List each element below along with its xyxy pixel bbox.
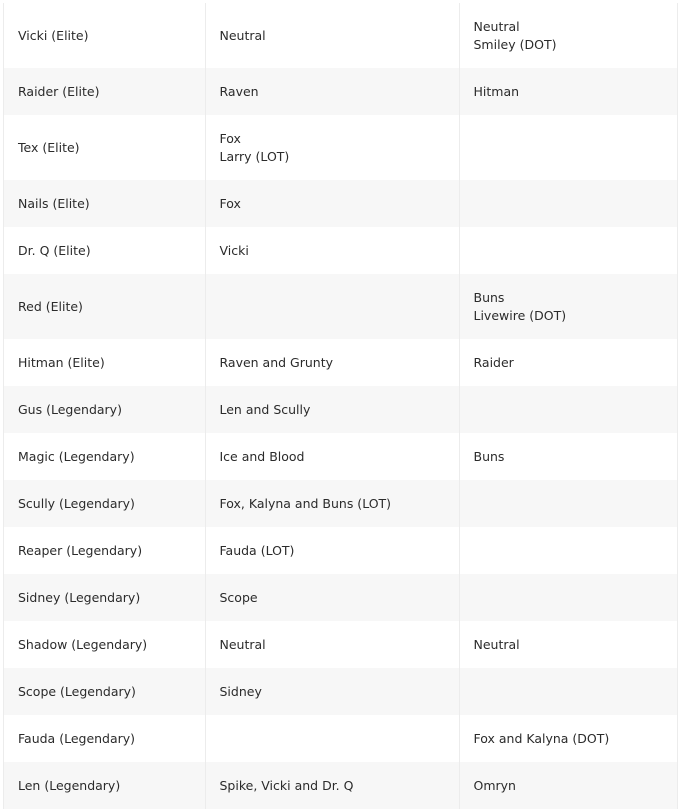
cell-line: Fox, Kalyna and Buns (LOT) (219, 495, 392, 511)
second-cell (205, 621, 459, 668)
table-row (4, 115, 677, 180)
table-row (4, 574, 677, 621)
cell-line: Livewire (DOT) (473, 307, 567, 323)
cell-line: Ice and Blood (219, 448, 305, 464)
third-cell (459, 386, 677, 433)
cell-line: Omryn (473, 777, 516, 793)
second-cell (205, 574, 459, 621)
second-cell (205, 668, 459, 715)
third-cell (459, 339, 677, 386)
team-table (4, 3, 677, 809)
third-cell (459, 274, 677, 339)
name-cell: Fauda (Legendary) (4, 715, 205, 762)
cell-line: Neutral (473, 18, 520, 34)
second-cell (205, 68, 459, 115)
name-cell: Shadow (Legendary) (4, 621, 205, 668)
table-row (4, 715, 677, 762)
cell-line: Fox and Kalyna (DOT) (473, 730, 610, 746)
name-cell: Sidney (Legendary) (4, 574, 205, 621)
third-cell (459, 433, 677, 480)
third-cell (459, 621, 677, 668)
name-cell: Tex (Elite) (4, 115, 205, 180)
second-cell (205, 180, 459, 227)
third-cell (459, 668, 677, 715)
name-cell: Vicki (Elite) (4, 3, 205, 68)
cell-line: Len and Scully (219, 401, 311, 417)
cell-line: Fauda (LOT) (219, 542, 295, 558)
team-table-body (4, 3, 677, 809)
cell-line: Sidney (219, 683, 262, 699)
second-cell (205, 433, 459, 480)
third-cell (459, 715, 677, 762)
cell-line: Raven and Grunty (219, 354, 334, 370)
second-cell (205, 386, 459, 433)
name-cell: Hitman (Elite) (4, 339, 205, 386)
table-row (4, 180, 677, 227)
third-cell (459, 762, 677, 809)
name-cell: Dr. Q (Elite) (4, 227, 205, 274)
cell-line: Neutral (473, 636, 520, 652)
table-row (4, 762, 677, 809)
table-row (4, 3, 677, 68)
second-cell (205, 3, 459, 68)
table-row (4, 621, 677, 668)
name-cell: Raider (Elite) (4, 68, 205, 115)
cell-line: Neutral (219, 636, 266, 652)
cell-line: Raven (219, 83, 259, 99)
cell-line: Scope (219, 589, 258, 605)
cell-line: Raider (473, 354, 514, 370)
table-row (4, 480, 677, 527)
name-cell: Magic (Legendary) (4, 433, 205, 480)
name-cell: Gus (Legendary) (4, 386, 205, 433)
cell-line: Larry (LOT) (219, 148, 290, 164)
name-cell: Nails (Elite) (4, 180, 205, 227)
table-row (4, 386, 677, 433)
table-row (4, 68, 677, 115)
third-cell (459, 527, 677, 574)
table-row (4, 274, 677, 339)
second-cell (205, 527, 459, 574)
second-cell (205, 480, 459, 527)
team-table-container (3, 3, 678, 809)
cell-line: Buns (473, 289, 505, 305)
name-cell: Scope (Legendary) (4, 668, 205, 715)
name-cell: Len (Legendary) (4, 762, 205, 809)
cell-line: Hitman (473, 83, 520, 99)
name-cell: Reaper (Legendary) (4, 527, 205, 574)
cell-line: Fox (219, 195, 241, 211)
table-row (4, 339, 677, 386)
cell-line: Buns (473, 448, 505, 464)
third-cell (459, 3, 677, 68)
table-row (4, 433, 677, 480)
second-cell (205, 339, 459, 386)
second-cell (205, 115, 459, 180)
table-row (4, 527, 677, 574)
table-row (4, 227, 677, 274)
cell-line: Vicki (219, 242, 249, 258)
third-cell (459, 574, 677, 621)
table-row (4, 668, 677, 715)
second-cell (205, 274, 459, 339)
name-cell: Red (Elite) (4, 274, 205, 339)
third-cell (459, 227, 677, 274)
second-cell (205, 715, 459, 762)
name-cell: Scully (Legendary) (4, 480, 205, 527)
cell-line: Neutral (219, 27, 266, 43)
third-cell (459, 180, 677, 227)
third-cell (459, 480, 677, 527)
cell-line: Spike, Vicki and Dr. Q (219, 777, 354, 793)
third-cell (459, 68, 677, 115)
second-cell (205, 762, 459, 809)
cell-line: Fox (219, 130, 241, 146)
third-cell (459, 115, 677, 180)
second-cell (205, 227, 459, 274)
cell-line: Smiley (DOT) (473, 36, 557, 52)
